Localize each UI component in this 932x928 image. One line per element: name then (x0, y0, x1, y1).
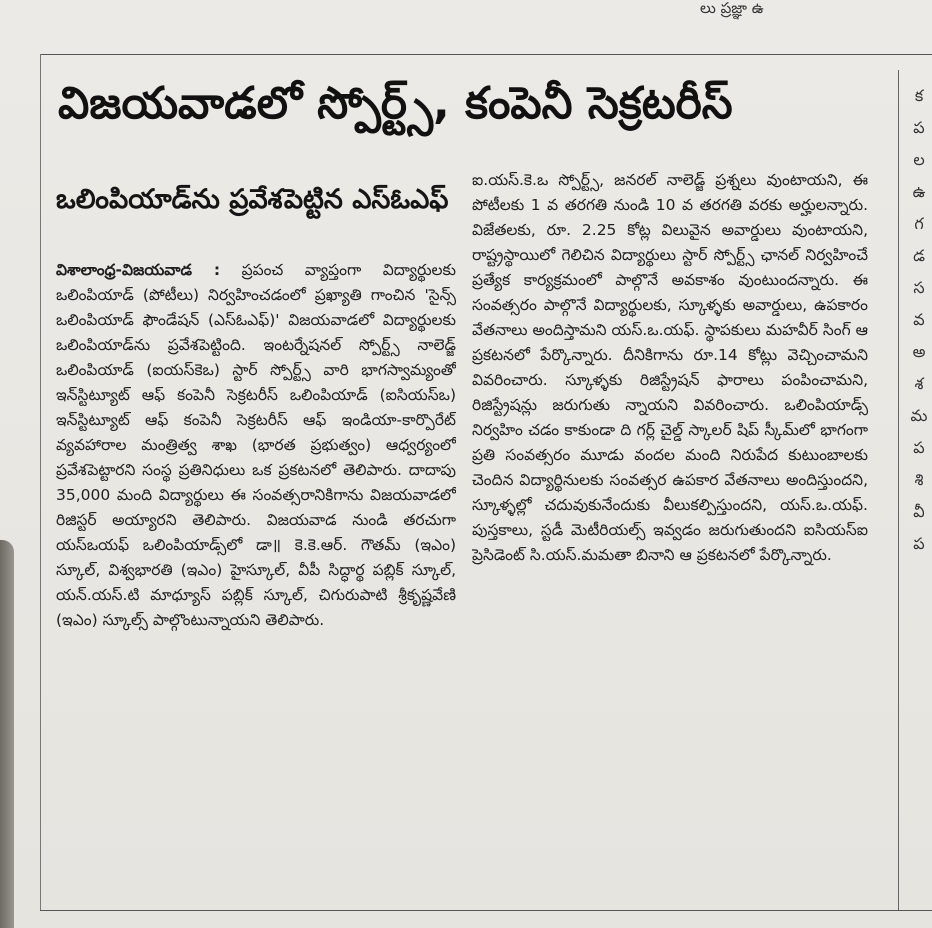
column-1-paragraph (56, 258, 456, 633)
adjacent-article-edge (906, 80, 932, 900)
left-rule (40, 54, 41, 910)
edge-char: క (914, 86, 924, 105)
article-headline: విజయవాడలో స్పోర్ట్స్, కంపెనీ సెక్రటరీస్ (58, 78, 733, 129)
edge-char: శ (914, 374, 924, 393)
article-column-2 (472, 168, 868, 898)
top-rule (40, 54, 932, 55)
edge-char: గ (914, 214, 924, 233)
column-1-text: ప్రపంచ వ్యాప్తంగా విద్యార్థులకు ఒలింపియాడ్ (పోటీలు) నిర్వహించడంలో ప్రఖ్యాతి గాంచిన 'సైన్స్ ఒలింపియాడ్ ఫౌండేషన్ (ఎస్ఓఎఫ్)' విజయవాడలో విద్యార్థులకు ఒలింపియాడ్‌ను ప్రవేశపెట్టింది. ఇంటర్నేషనల్ స్పోర్ట్స్ నాలెడ్జ్ ఒలింపియాడ్ (ఐయస్‌కెఒ) స్టార్ స్పోర్ట్స్ వారి భాగస్వామ్యంతో ఇన్‌స్టిట్యూట్ ఆఫ్ కంపెనీ సెక్రటరీస్ ఒలింపియాడ్ (ఐసియస్ఒ) ఇన్‌స్టిట్యూట్ ఆఫ్ కంపెనీ సెక్రటరీస్ ఆఫ్ ఇండియా-కార్పొరేట్ వ్యవహారాల మంత్రిత్వ శాఖ (భారత ప్రభుత్వం) ఆధ్వర్యంలో ప్రవేశపెట్టారని సంస్థ ప్రతినిధులు ఒక ప్రకటనలో తెలిపారు. దాదాపు 35,000 మంది విద్యార్థులు ఈ సంవత్సరానికిగాను విజయవాడలో రిజిస్టర్ అయ్యారని తెలిపారు. విజయవాడ నుండి తరచుగా యస్ఒయఫ్ ఒలింపియాడ్స్‌లో డా॥ కె.కె.ఆర్. గౌతమ్ (ఇఎం) స్కూల్, విశ్వభారతి (ఇఎం) హైస్కూల్, వీపీ సిద్ధార్థ పబ్లిక్ స్కూల్, యన్.యస్.టి మాధ్యూస్ పబ్లిక్ స్కూల్, చిగురుపాటి శ్రీకృష్ణవేణి (ఇఎం) స్కూల్స్ పాల్గొంటున్నాయని తెలిపారు. (56, 261, 456, 629)
previous-article-fragment: లు ప్రజ్ఞా ఉ (700, 0, 764, 17)
edge-char: వీ (913, 502, 925, 521)
edge-char: స (913, 278, 925, 297)
edge-char: ప (913, 534, 925, 553)
article-column-1 (56, 258, 456, 888)
dateline: విశాలాంధ్ర-విజయవాడ : (56, 261, 221, 279)
adjacent-photo-edge (0, 540, 14, 928)
edge-char: అ (912, 342, 926, 361)
edge-char: ప (913, 438, 925, 457)
bottom-rule (40, 910, 932, 911)
edge-char: డ (913, 246, 925, 265)
article-subheadline: ఒలింపియాడ్‌ను ప్రవేశపెట్టిన ఎస్ఓఎఫ్ (56, 184, 449, 215)
edge-char: ల (913, 150, 925, 169)
edge-char: శి (914, 470, 924, 489)
right-rule (898, 70, 899, 910)
edge-char: మ (910, 406, 928, 425)
edge-char: ప (913, 118, 925, 137)
edge-char: వ (913, 310, 925, 329)
column-2-text: ఐ.యస్.కె.ఒ స్పోర్ట్స్, జనరల్ నాలెడ్జ్ ప్రశ్నలు వుంటాయని, ఈ పోటీలకు 1 వ తరగతి నుండి 10 వ తరగతి వరకు అర్హులన్నారు. విజేతలకు, రూ. 2.25 కోట్ల విలువైన అవార్డులు వుంటాయని, రాష్ట్రస్థాయిలో గెలిచిన విద్యార్థులు స్టార్ స్పోర్ట్స్ ఛానల్ నిర్వహించే ప్రత్యేక కార్యక్రమంలో పాల్గొనే అవకాశం వుంటుందన్నారు. ఈ సంవత్సరం పాల్గొనే విద్యార్థులకు, స్కూళ్ళకు అవార్డులు, ఉపకారం వేతనాలు అందిస్తామని యస్.ఒ.యఫ్. స్థాపకులు మహవీర్ సింగ్ ఆ ప్రకటనలో పేర్కొన్నారు. దీనికిగాను రూ.14 కోట్లు వెచ్చించామని వివరించారు. స్కూళ్ళకు రిజిస్ట్రేషన్ ఫారాలు పంపించామని, రిజిస్ట్రేషన్లు జరుగుతు న్నాయని వివరించారు. ఒలింపియాడ్స్ నిర్వహిం చడం కాకుండా ది గర్ల్ చైల్డ్ స్కాలర్ షిప్ స్కీమ్‌లో భాగంగా ప్రతి సంవత్సరం మూడు వందల మంది నిరుపేద కుటుంబాలకు చెందిన విద్యార్థినులకు సంవత్సర ఉపకార వేతనాలు అందిస్తుందని, స్కూళ్ళల్లో చదువుకునేందుకు వీలుకల్పిస్తుందని, యస్.ఒ.యఫ్. పుస్తకాలు, స్టడీ మెటీరియల్స్ ఇవ్వడం జరుగుతుందని ఐసియస్ఐ ప్రెసిడెంట్ సి.యస్.మమతా బినాని ఆ ప్రకటనలో పేర్కొన్నారు. (472, 171, 868, 564)
edge-char: ఉ (912, 182, 926, 201)
